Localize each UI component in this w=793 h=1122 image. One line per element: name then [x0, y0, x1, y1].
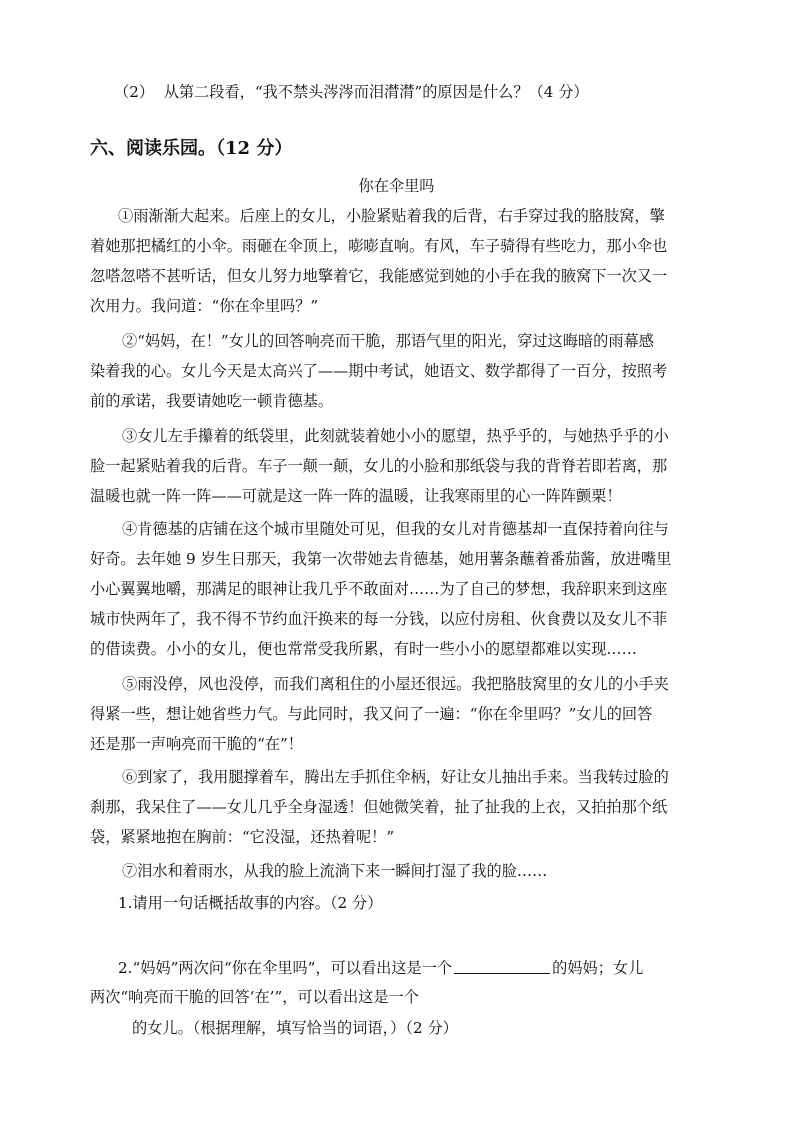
story-line: 袋，紧紧地抱在胸前：“它没湿，还热着呢！” [90, 828, 395, 846]
question-2-part-2: 的妈妈；女儿 [552, 959, 644, 977]
story-line: ③女儿左手攥着的纸袋里，此刻就装着她小小的愿望，热乎乎的，与她热乎乎的小 [122, 427, 669, 445]
question-2-line-2: 两次“响亮而干脆的回答‘在’”，可以看出这是一个 [90, 988, 419, 1006]
story-line: 得紧一些，想让她省些力气。与此同时，我又问了一遍：“你在伞里吗？”女儿的回答 [90, 705, 653, 723]
story-line: 好奇。去年她 9 岁生日那天，我第一次带她去肯德基，她用薯条蘸着番茄酱，放进嘴里 [90, 550, 672, 568]
story-line: 的借读费。小小的女儿，便也常常受我所累，有时一些小小的愿望都难以实现…… [90, 640, 637, 658]
story-title: 你在伞里吗 [358, 177, 435, 195]
question-2-line-1 [118, 958, 643, 978]
prev-question [114, 82, 589, 102]
section-heading: 六、阅读乐园。（12 分） [90, 138, 293, 159]
story-line: ⑥到家了，我用腿撑着车，腾出左手抓住伞柄，好让女儿抽出手来。当我转过脸的 [122, 768, 669, 786]
question-2-part-1: 2.“妈妈”两次问“你在伞里吗”，可以看出这是一个 [118, 959, 453, 977]
story-line: 小心翼翼地嚼，那满足的眼神让我几乎不敢面对……为了自己的梦想，我辞职来到这座 [90, 580, 668, 598]
story-line: ⑦泪水和着雨水，从我的脸上流淌下来一瞬间打湿了我的脸…… [122, 862, 548, 880]
story-line: 染着我的心。女儿今天是太高兴了——期中考试，她语文、数学都得了一百分，按照考 [90, 362, 668, 380]
story-line: 着她那把橘红的小伞。雨砸在伞顶上，嘭嘭直响。有风，车子骑得有些吃力，那小伞也 [90, 237, 668, 255]
question-2-line-3: 的女儿。（根据理解，填写恰当的词语，）（2 分） [132, 1019, 458, 1037]
story-line: 脸一起紧贴着我的后背。车子一颠一颠，女儿的小脸和那纸袋与我的背脊若即若离，那 [90, 457, 668, 475]
prev-question-label: （2） [114, 83, 155, 101]
story-line: 城市快两年了，我不得不节约血汗换来的每一分钱，以应付房租、伙食费以及女儿不菲 [90, 610, 668, 628]
story-line: 刹那，我呆住了——女儿几乎全身湿透！但她微笑着，扯了扯我的上衣，又拍拍那个纸 [90, 798, 668, 816]
story-line: ④肯德基的店铺在这个城市里随处可见，但我的女儿对肯德基却一直保持着向往与 [122, 520, 669, 538]
story-line: 温暖也就一阵一阵——可就是这一阵一阵的温暖，让我寒雨里的心一阵阵颤栗！ [90, 487, 622, 505]
story-line: ①雨渐渐大起来。后座上的女儿，小脸紧贴着我的后背，右手穿过我的胳肢窝，擎 [118, 207, 665, 225]
question-1: 1.请用一句话概括故事的内容。（2 分） [118, 894, 383, 912]
story-line: ⑤雨没停，风也没停，而我们离租住的小屋还很远。我把胳肢窝里的女儿的小手夹 [122, 675, 669, 693]
story-line: 前的承诺，我要请她吃一顿肯德基。 [90, 392, 333, 410]
story-line: 还是那一声响亮而干脆的“在”！ [90, 735, 303, 753]
story-line: 次用力。我问道：“你在伞里吗？” [90, 297, 319, 315]
answer-blank-mother[interactable] [454, 959, 550, 974]
story-line: 忽嗒忽嗒不甚听话，但女儿努力地擎着它，我能感觉到她的小手在我的腋窝下一次又一 [90, 267, 668, 285]
prev-question-text: 从第二段看，“我不禁头涔涔而泪潸潸”的原因是什么？（4 分） [163, 83, 589, 101]
story-line: ②“妈妈，在！”女儿的回答响亮而干脆，那语气里的阳光，穿过这晦暗的雨幕感 [122, 332, 654, 350]
